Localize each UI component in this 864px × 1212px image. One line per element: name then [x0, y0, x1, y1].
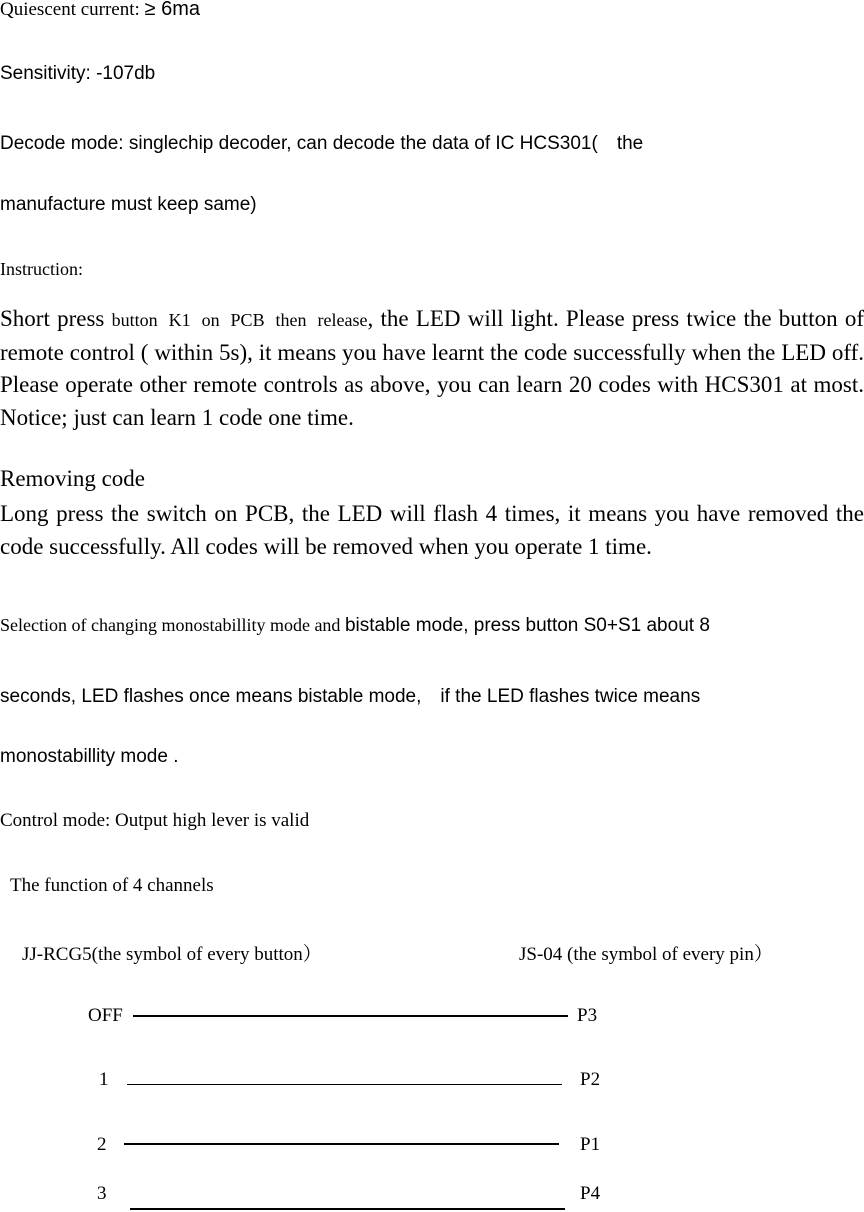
channel-button-label: 2	[97, 1134, 107, 1155]
channel-pin-label: P2	[580, 1069, 601, 1090]
channel-pin-label: P1	[580, 1134, 601, 1155]
selection-line-1	[0, 615, 710, 637]
channel-button-label: 1	[99, 1069, 109, 1090]
channel-button-label: OFF	[88, 1005, 123, 1026]
selection-line-1-serif: Selection of changing monostabillity mode and	[0, 615, 345, 635]
channel-connector-line	[124, 1143, 559, 1145]
learn-code-paragraph	[0, 303, 864, 434]
channel-button-label: 3	[97, 1183, 107, 1204]
pin-symbol-header: JS-04 (the symbol of every pin）	[519, 944, 773, 965]
channel-connector-line	[127, 1084, 562, 1085]
channel-pin-label: P3	[577, 1005, 598, 1026]
sensitivity-line: Sensitivity: -107db	[0, 63, 156, 84]
channel-pin-label: P4	[580, 1183, 601, 1204]
instruction-heading: Instruction:	[0, 259, 83, 279]
quiescent-current-value: ≥ 6ma	[144, 0, 201, 20]
quiescent-current-line	[0, 0, 200, 21]
removing-code-paragraph: Long press the switch on PCB, the LED will flash 4 times, it means you have removed the code successfully. All codes will be removed when you operate 1 time.	[0, 501, 864, 559]
removing-code-heading: Removing code	[0, 466, 145, 491]
selection-line-3: monostabillity mode .	[0, 746, 179, 767]
channels-heading: The function of 4 channels	[10, 875, 214, 896]
channel-connector-line	[133, 1015, 568, 1017]
learn-start-small: button K1 on PCB then release	[111, 310, 368, 330]
decode-mode-line-2: manufacture must keep same)	[0, 194, 257, 215]
channel-connector-line	[130, 1208, 565, 1210]
selection-line-2: seconds, LED flashes once means bistable mode, if the LED flashes twice means	[0, 686, 701, 707]
button-symbol-header: JJ-RCG5(the symbol of every button）	[22, 944, 322, 965]
decode-mode-line-1: Decode mode: singlechip decoder, can decode the data of IC HCS301( the	[0, 133, 644, 154]
learn-rest: , the LED will light. Please press twice the button of remote control ( within 5s), it means you have learnt the code successfully when the LED off. Please operate other remote controls as above, you can learn 20 codes with HCS301 at most. Notice; just can learn 1 code one time.	[0, 306, 864, 430]
learn-start-large: Short press	[0, 306, 112, 331]
control-mode-line: Control mode: Output high lever is valid	[0, 810, 310, 831]
selection-line-1-sans: bistable mode, press button S0+S1 about 8	[344, 615, 710, 636]
quiescent-current-label: Quiescent current:	[0, 0, 145, 20]
